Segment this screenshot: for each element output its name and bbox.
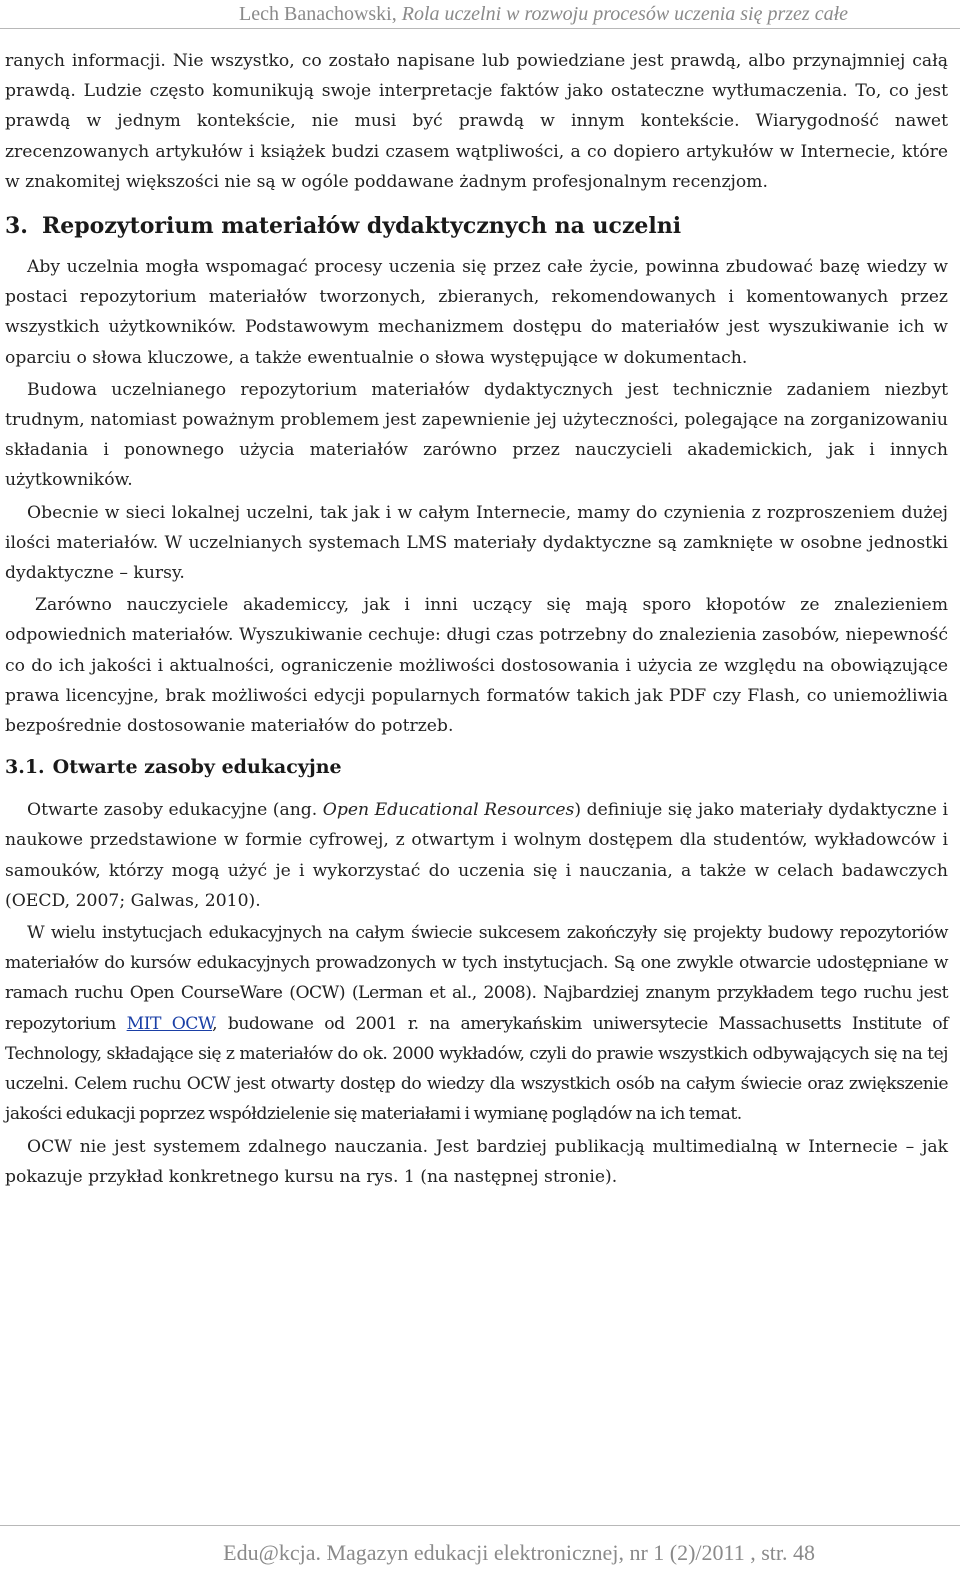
section-3-1-number: 3.1.	[5, 756, 45, 779]
ocw-paragraph	[5, 918, 948, 1129]
oer-definition-paragraph	[5, 795, 948, 916]
intro-paragraph: ranych informacji. Nie wszystko, co zostało napisane lub powiedziane jest prawdą, albo przynajmniej całą prawdą. Ludzie często komunikują swoje interpretacje faktów jako ostateczne wytłumaczenia. To, co jest prawdą w jednym kontekście, nie musi być prawdą w innym kontekście. Wiarygodność nawet zrecenzowanych artykułów i książek budzi czasem wątpliwości, a co dopiero artykułów w Internecie, które w znakomitej większości nie są w ogóle poddawane żadnym profesjonalnym recenzjom.	[5, 51, 948, 192]
oer-text-end: ) definiuje się jako materiały dydaktyczne i naukowe przedstawione w formie cyfrowej, z otwartym i wolnym dostępem dla studentów, wykładowców i samouków, którzy mogą użyć je i wykorzystać do uczenia się i nauczania, a także w celach badawczych (OECD, 2007; Galwas, 2010).	[5, 800, 948, 911]
header-citation	[239, 2, 848, 26]
page-body	[5, 46, 948, 1194]
mit-ocw-link[interactable]: MIT OCW	[126, 1013, 213, 1034]
section-3-1-title: Otwarte zasoby edukacyjne	[52, 756, 342, 779]
section-3-number: 3.	[5, 213, 28, 240]
footer-journal: Edu@kcja. Magazyn edukacji elektronicznej, nr 1 (2)/2011 , str. 48	[223, 1540, 815, 1565]
section-3-1-heading	[5, 753, 948, 781]
oer-text-start: Otwarte zasoby edukacyjne (ang.	[27, 800, 323, 821]
section-3-paragraph-1: Aby uczelnia mogła wspomagać procesy uczenia się przez całe życie, powinna zbudować bazę wiedzy w postaci repozytorium materiałów tworzonych, zbieranych, rekomendowanych i komentowanych przez wszystkich użytkowników. Podstawowym mechanizmem dostępu do materiałów jest wyszukiwanie ich w oparciu o słowa kluczowe, a także ewentualnie o słowa występujące w dokumentach.	[5, 257, 948, 368]
ocw-not-elearning-paragraph: OCW nie jest systemem zdalnego nauczania. Jest bardziej publikacją multimedialną w Internecie – jak pokazuje przykład konkretnego kursu na rys. 1 (na następnej stronie).	[5, 1136, 948, 1187]
section-3-paragraph-4: Zarówno nauczyciele akademiccy, jak i inni uczący się mają sporo kłopotów ze znalezieniem odpowiednich materiałów. Wyszukiwanie cechuje: długi czas potrzebny do znalezienia zasobów, niepewność co do ich jakości i aktualności, ograniczenie możliwości dostosowania i użycia ze względu na obowiązujące prawa licencyjne, brak możliwości edycji popularnych formatów takich jak PDF czy Flash, co uniemożliwia bezpośrednie dostosowanie materiałów do potrzeb.	[5, 595, 948, 737]
header-author: Lech Banachowski,	[239, 3, 397, 25]
ocw-text-end: , budowane od 2001 r. na amerykańskim uniwersytecie Massachusetts Institute of Technology, składające się z materiałów do ok. 2000 wykładów, czyli do prawie wszystkich odbywających się na tej uczelni. Celem ruchu OCW jest otwarty dostęp do wiedzy dla wszystkich osób na całym świecie oraz zwiększenie jakości edukacji poprzez współdzielenie się materiałami i wymianę poglądów na ich temat.	[5, 1013, 948, 1125]
section-3-paragraph-3: Obecnie w sieci lokalnej uczelni, tak jak i w całym Internecie, mamy do czynienia z rozproszeniem dużej ilości materiałów. W uczelnianych systemach LMS materiały dydaktyczne są zamknięte w osobne jednostki dydaktyczne – kursy.	[5, 502, 948, 584]
oer-english-term: Open Educational Resources	[322, 800, 575, 821]
section-3-paragraph-2: Budowa uczelnianego repozytorium materiałów dydaktycznych jest technicznie zadaniem niezbyt trudnym, natomiast poważnym problemem jest zapewnienie jej użyteczności, polegające na zorganizowaniu składania i ponownego użycia materiałów zarówno przez nauczycieli akademickich, jak i innych użytkowników.	[5, 379, 948, 491]
header-title: Rola uczelni w rozwoju procesów uczenia się przez całe	[401, 3, 848, 25]
section-3-title: Repozytorium materiałów dydaktycznych na uczelni	[41, 213, 682, 240]
ocw-text-start: W wielu instytucjach edukacyjnych na całym świecie sukcesem zakończyły się projekty budowy repozytoriów materiałów do kursów edukacyjnych prowadzonych w tych instytucjach. Są one zwykle otwarcie udostępniane w ramach ruchu Open CourseWare (OCW) (Lerman et al., 2008). Najbardziej znanym przykładem tego ruchu jest repozytorium	[5, 923, 948, 1034]
section-3-heading	[5, 210, 948, 242]
running-header	[0, 0, 960, 29]
running-footer	[0, 1525, 960, 1585]
